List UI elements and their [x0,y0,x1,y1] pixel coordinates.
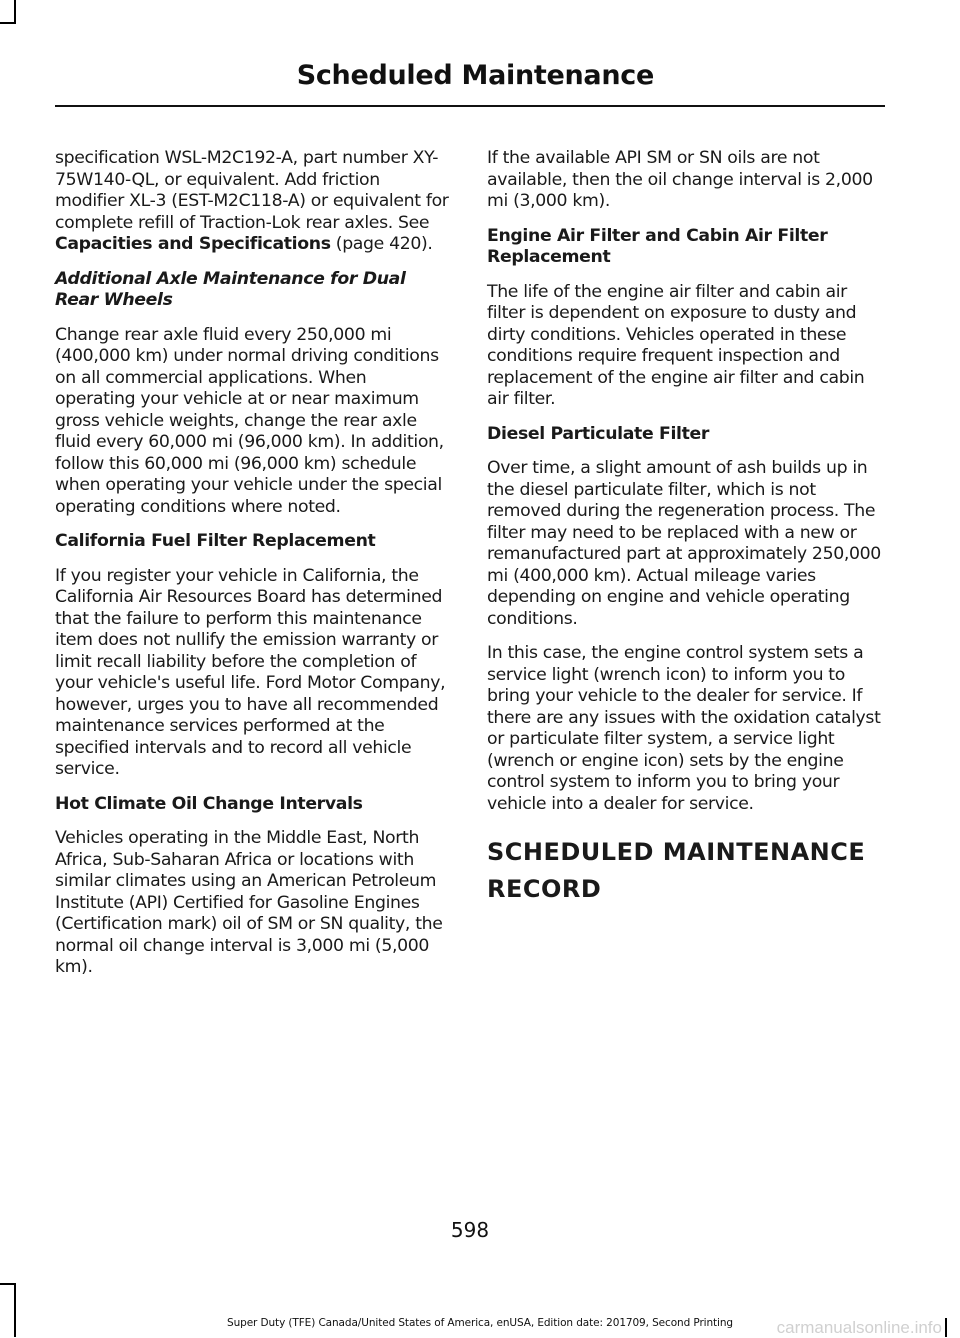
crop-mark-top-left-horizontal [0,22,16,24]
crop-mark-bottom-left-horizontal [0,1283,16,1285]
watermark: carmanualsonline.info [776,1318,942,1337]
heading-air-filter: Engine Air Filter and Cabin Air Filter Replacement [487,225,828,267]
paragraph-air-filter: The life of the engine air filter and cabin air filter is dependent on exposure to dusty and dirty conditions. Vehicles operated in these conditions require frequent inspection and replacement of the engine air filter and cabin air filter. [487,281,865,409]
header-divider [55,105,885,107]
paragraph-dual-rear-wheels: Change rear axle fluid every 250,000 mi (400,000 km) under normal driving conditions on all commercial applications. When operating your vehicle at or near maximum gross vehicle weights, change the rear axle fluid every 60,000 mi (96,000 km). In addition, follow this 60,000 mi (96,000 km) schedule when operating your vehicle under the special operating conditions where noted. [55,324,444,517]
heading-dual-rear-wheels: Additional Axle Maintenance for Dual Rear Wheels [55,268,406,310]
heading-california-fuel-filter: California Fuel Filter Replacement [55,531,376,551]
left-column [55,148,450,992]
heading-hot-climate: Hot Climate Oil Change Intervals [55,793,363,814]
right-column [487,148,882,904]
paragraph-california-fuel-filter: If you register your vehicle in California, the California Air Resources Board has determined that the failure to perform this maintenance item does not nullify the emission warranty or limit recall liability before the completion of your vehicle's useful life. Ford Motor Company, however, urges you to have all recommended maintenance services performed at the specified intervals and to record all vehicle service. [55,565,446,779]
paragraph-axle-spec: specification WSL-M2C192-A, part number XY-75W140-QL, or equivalent. Add friction modifier XL-3 (EST-M2C118-A) or equivalent for complete refill of Traction-Lok rear axles. See Capacities and Specifications (page 420). [55,148,449,254]
paragraph-api-oil: If the available API SM or SN oils are not available, then the oil change interval is 2,000 mi (3,000 km). [487,148,873,211]
heading-diesel-particulate-filter: Diesel Particulate Filter [487,423,710,444]
paragraph-dpf-service-light: In this case, the engine control system sets a service light (wrench icon) to inform you to bring your vehicle to the dealer for service. If there are any issues with the oxidation catalyst or particulate filter system, a service light (wrench or engine icon) sets by the engine control system to inform you to bring your vehicle into a dealer for service. [487,643,881,814]
page-number: 598 [450,1218,490,1242]
crop-mark-top-left-vertical [14,0,16,24]
footer-edition-info: Super Duty (TFE) Canada/United States of America, enUSA, Edition date: 201709, Second Printing [227,1317,733,1329]
capacities-link[interactable]: Capacities and Specifications [55,234,331,254]
paragraph-hot-climate: Vehicles operating in the Middle East, North Africa, Sub-Saharan Africa or locations with similar climates using an American Petroleum Institute (API) Certified for Gasoline Engines (Certification mark) oil of SM or SN quality, the normal oil change interval is 3,000 mi (5,000 km). [55,828,443,977]
page-header-title: Scheduled Maintenance [296,60,654,91]
paragraph-dpf-ash: Over time, a slight amount of ash builds up in the diesel particulate filter, which is not removed during the regeneration process. The filter may need to be replaced with a new or remanufactured part at approximately 250,000 mi (400,000 km). Actual mileage varies depending on engine and vehicle operating conditions. [487,458,881,629]
section-title-maintenance-record-line2: RECORD [487,875,602,903]
section-title-maintenance-record: SCHEDULED MAINTENANCE [487,838,866,866]
